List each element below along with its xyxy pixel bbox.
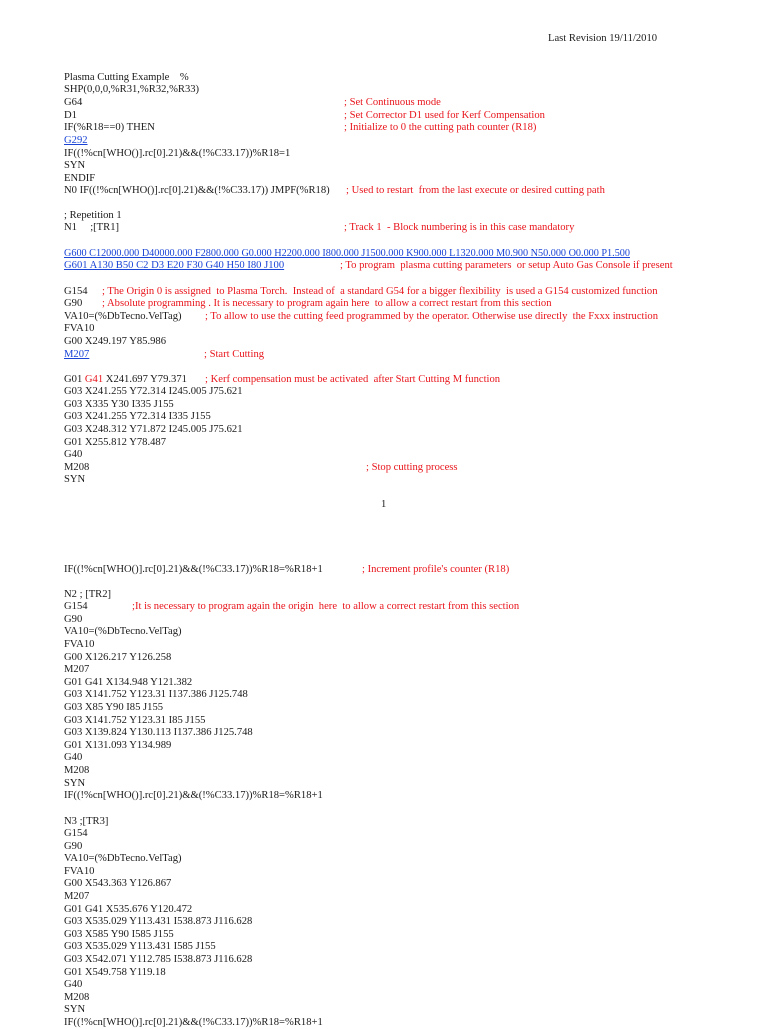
code-line: G90 bbox=[64, 298, 83, 309]
code-line: IF(%R18==0) THEN bbox=[64, 122, 155, 133]
code-line: G03 X585 Y90 I585 J155 bbox=[64, 929, 174, 940]
code-line: N1 ;[TR1] bbox=[64, 222, 120, 233]
g600-link[interactable]: G600 C12000.000 D40000.000 F2800.000 G0.000 H2200.000 I800.000 J1500.000 K900.000 L1320.000 M0.900 N50.000 O0.000 P1.500 bbox=[64, 248, 630, 259]
g601-link[interactable]: G601 A130 B50 C2 D3 E20 F30 G40 H50 I80 J100 bbox=[64, 260, 285, 271]
code-comment: ; Set Corrector D1 used for Kerf Compensation bbox=[344, 110, 545, 121]
code-segment-highlight: G41 bbox=[84, 374, 104, 385]
code-line: ; Repetition 1 bbox=[64, 210, 122, 221]
code-line: G40 bbox=[64, 752, 83, 763]
code-comment: ; Initialize to 0 the cutting path counter (R18) bbox=[344, 122, 537, 133]
code-line: FVA10 bbox=[64, 639, 95, 650]
code-segment: X241.697 Y79.371 bbox=[103, 374, 187, 385]
code-line: M207 bbox=[64, 891, 90, 902]
code-line: M208 bbox=[64, 765, 90, 776]
code-line: SYN bbox=[64, 1004, 86, 1015]
code-line: G03 X535.029 Y113.431 I585 J155 bbox=[64, 941, 216, 952]
code-line: N2 ; [TR2] bbox=[64, 589, 112, 600]
code-line: G90 bbox=[64, 614, 83, 625]
code-line: VA10=(%DbTecno.VelTag) bbox=[64, 311, 182, 322]
code-line: G64 bbox=[64, 97, 83, 108]
code-line: G00 X543.363 Y126.867 bbox=[64, 878, 172, 889]
code-line: G03 X335 Y30 I335 J155 bbox=[64, 399, 174, 410]
code-line: IF((!%cn[WHO()].rc[0].21)&&(!%C33.17))%R18=%R18+1 bbox=[64, 1017, 323, 1028]
g292-link[interactable]: G292 bbox=[64, 135, 88, 146]
code-line: G40 bbox=[64, 979, 83, 990]
code-line: G03 X241.255 Y72.314 I245.005 J75.621 bbox=[64, 386, 243, 397]
code-comment: ; Increment profile's counter (R18) bbox=[362, 564, 510, 575]
code-line: N0 IF((!%cn[WHO()].rc[0].21)&&(!%C33.17)) JMPF(%R18) bbox=[64, 185, 330, 196]
code-line: G03 X241.255 Y72.314 I335 J155 bbox=[64, 411, 211, 422]
code-line: N3 ;[TR3] bbox=[64, 816, 109, 827]
code-line: ENDIF bbox=[64, 173, 96, 184]
code-line: G03 X85 Y90 I85 J155 bbox=[64, 702, 164, 713]
code-line: M207 bbox=[64, 664, 90, 675]
code-line: VA10=(%DbTecno.VelTag) bbox=[64, 853, 182, 864]
code-comment: ; Absolute programming . It is necessary to program again here to allow a correct restart from this section bbox=[102, 298, 552, 309]
code-line: G03 X248.312 Y71.872 I245.005 J75.621 bbox=[64, 424, 243, 435]
revision-header: Last Revision 19/11/2010 bbox=[548, 33, 658, 44]
code-line: G01 G41 X535.676 Y120.472 bbox=[64, 904, 193, 915]
code-comment: ; Used to restart from the last execute or desired cutting path bbox=[346, 185, 605, 196]
code-line: M208 bbox=[64, 462, 90, 473]
code-line: G01 G41 X134.948 Y121.382 bbox=[64, 677, 193, 688]
code-line: G01 X549.758 Y119.18 bbox=[64, 967, 166, 978]
code-line: M208 bbox=[64, 992, 90, 1003]
code-comment: ; Stop cutting process bbox=[366, 462, 458, 473]
code-line: SYN bbox=[64, 778, 86, 789]
code-comment: ; The Origin 0 is assigned to Plasma Torch. Instead of a standard G54 for a bigger flexibility is used a G154 customized function bbox=[102, 286, 658, 297]
code-line: G03 X542.071 Y112.785 I538.873 J116.628 bbox=[64, 954, 253, 965]
code-line bbox=[64, 374, 187, 386]
code-line: SYN bbox=[64, 474, 86, 485]
code-line: G154 bbox=[64, 601, 88, 612]
code-comment: ; To program plasma cutting parameters or setup Auto Gas Console if present bbox=[340, 260, 673, 271]
code-line: IF((!%cn[WHO()].rc[0].21)&&(!%C33.17))%R18=%R18+1 bbox=[64, 790, 323, 801]
code-comment: ; Kerf compensation must be activated after Start Cutting M function bbox=[205, 374, 501, 385]
code-line: G90 bbox=[64, 841, 83, 852]
code-line: VA10=(%DbTecno.VelTag) bbox=[64, 626, 182, 637]
code-comment: ; To allow to use the cutting feed programmed by the operator. Otherwise use directly the Fxxx instruction bbox=[205, 311, 659, 322]
code-line: SHP(0,0,0,%R31,%R32,%R33) bbox=[64, 84, 200, 95]
code-line: FVA10 bbox=[64, 866, 95, 877]
code-line: G03 X139.824 Y130.113 I137.386 J125.748 bbox=[64, 727, 253, 738]
code-line: G03 X141.752 Y123.31 I85 J155 bbox=[64, 715, 206, 726]
code-comment: ;It is necessary to program again the origin here to allow a correct restart from this section bbox=[132, 601, 520, 612]
code-line: G01 X131.093 Y134.989 bbox=[64, 740, 172, 751]
code-comment: ; Track 1 - Block numbering is in this case mandatory bbox=[344, 222, 575, 233]
code-line: G40 bbox=[64, 449, 83, 460]
m207-link[interactable]: M207 bbox=[64, 349, 90, 360]
code-line: G00 X126.217 Y126.258 bbox=[64, 652, 172, 663]
code-line: G03 X141.752 Y123.31 I137.386 J125.748 bbox=[64, 689, 248, 700]
code-line: FVA10 bbox=[64, 323, 95, 334]
code-line: G00 X249.197 Y85.986 bbox=[64, 336, 167, 347]
code-line: G01 X255.812 Y78.487 bbox=[64, 437, 167, 448]
code-line: SYN bbox=[64, 160, 86, 171]
code-line: IF((!%cn[WHO()].rc[0].21)&&(!%C33.17))%R18=1 bbox=[64, 148, 291, 159]
code-line: D1 bbox=[64, 110, 77, 121]
code-comment: ; Start Cutting bbox=[204, 349, 265, 360]
title-line: Plasma Cutting Example % bbox=[64, 72, 189, 83]
code-comment: ; Set Continuous mode bbox=[344, 97, 441, 108]
code-line: G154 bbox=[64, 828, 88, 839]
code-line: IF((!%cn[WHO()].rc[0].21)&&(!%C33.17))%R18=%R18+1 bbox=[64, 564, 323, 575]
code-line: G03 X535.029 Y113.431 I538.873 J116.628 bbox=[64, 916, 253, 927]
code-line: G154 bbox=[64, 286, 88, 297]
code-segment: G01 bbox=[64, 374, 85, 385]
page-number: 1 bbox=[381, 499, 387, 510]
